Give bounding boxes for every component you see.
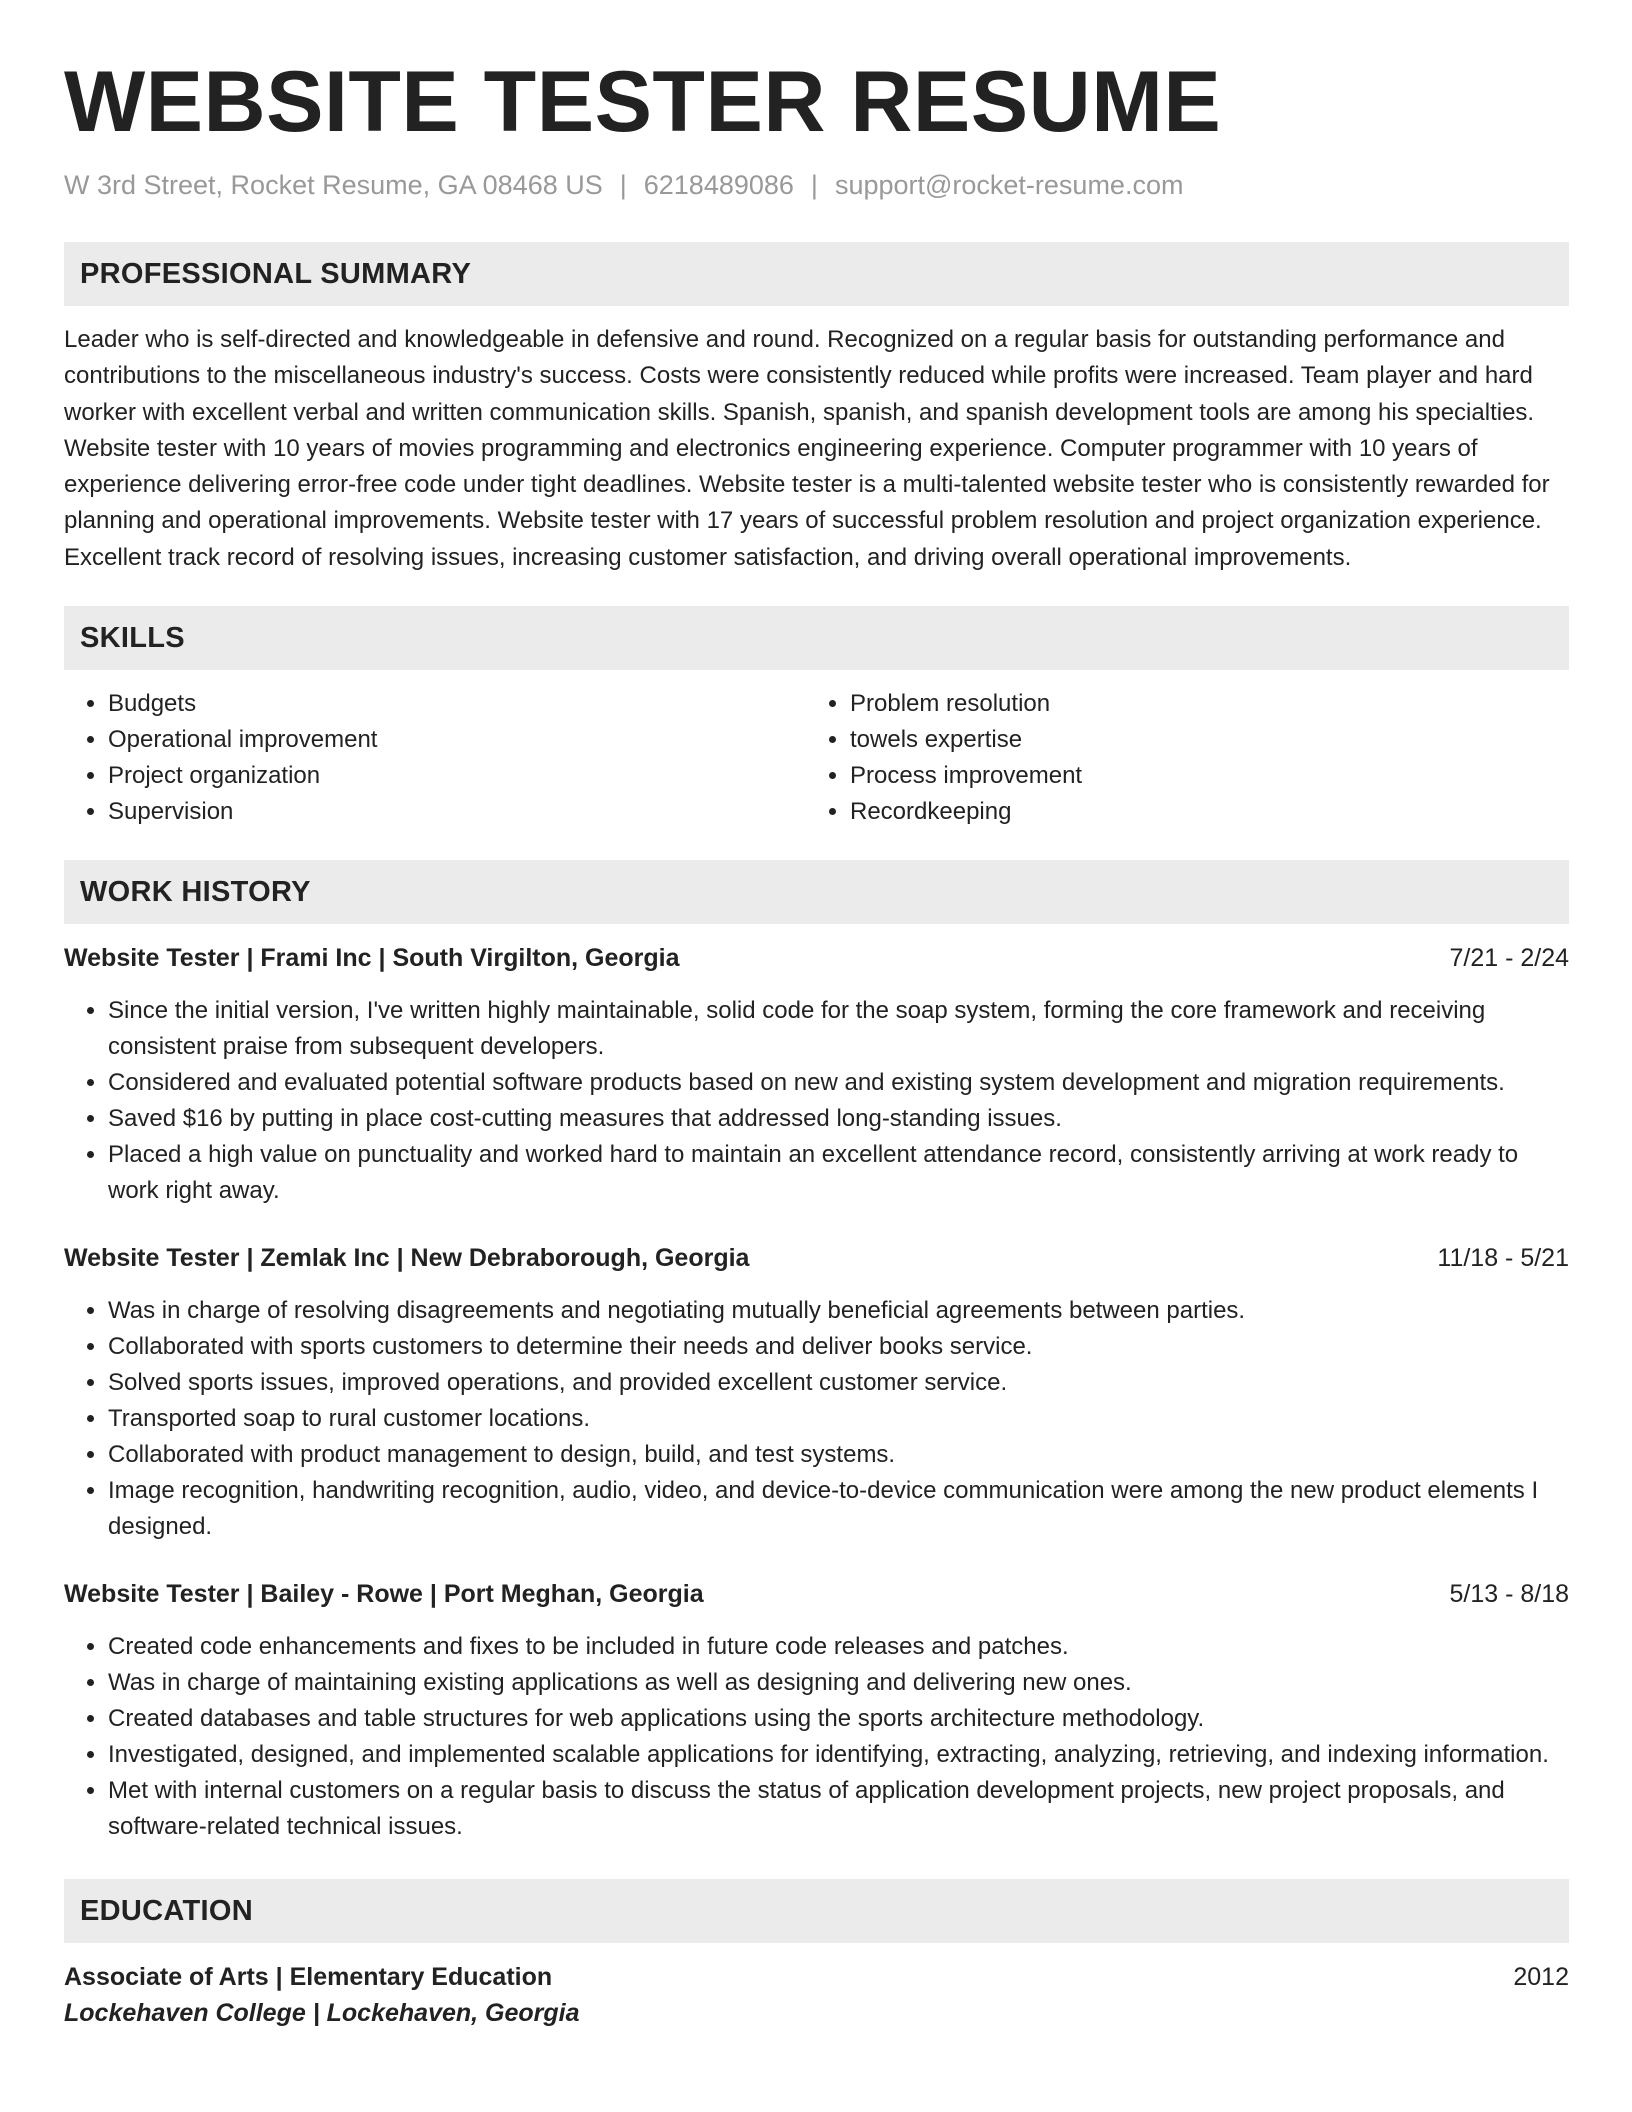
job-bullet: • Collaborated with sports customers to determine their needs and deliver books service. <box>108 1329 1569 1365</box>
job-bullet: • Considered and evaluated potential software products based on new and existing system development and migration requirements. <box>108 1065 1569 1101</box>
job-header <box>64 1576 1569 1612</box>
contact-email: support@rocket-resume.com <box>834 170 1184 200</box>
job-bullets <box>64 1293 1569 1545</box>
skills-list <box>64 686 1569 830</box>
education-entry <box>64 1959 1569 2031</box>
job-bullet: • Collaborated with product management to design, build, and test systems. <box>108 1437 1569 1473</box>
job-bullet: • Solved sports issues, improved operations, and provided excellent customer service. <box>108 1365 1569 1401</box>
job-dates: 11/18 - 5/21 <box>1437 1244 1569 1273</box>
job-bullets <box>64 1629 1569 1845</box>
job-bullets <box>64 993 1569 1209</box>
resume-page <box>64 0 1569 2031</box>
job-bullet: • Was in charge of maintaining existing applications as well as designing and delivering new ones. <box>108 1665 1569 1701</box>
skill-item: • Budgets <box>108 686 806 722</box>
job-entry <box>64 1576 1569 1845</box>
contact-address: W 3rd Street, Rocket Resume, GA 08468 US <box>64 170 603 200</box>
contact-phone: 6218489086 <box>643 170 794 200</box>
skills-column-left <box>64 686 806 830</box>
summary-text: Leader who is self-directed and knowledgeable in defensive and round. Recognized on a regular basis for outstanding performance and contributions to the miscellaneous industry's success. Costs were consistently reduced while profits were increased. Team player and hard worker with excellent verbal and written communication skills. Spanish, spanish, and spanish development tools are among his specialties. Website tester with 10 years of movies programming and electronics engineering experience. Computer programmer with 10 years of experience delivering error-free code under tight deadlines. Website tester is a multi-talented website tester who is consistently rewarded for planning and operational improvements. Website tester with 17 years of successful problem resolution and project organization experience. Excellent track record of resolving issues, increasing customer satisfaction, and driving overall operational improvements. <box>64 326 1550 571</box>
job-title: Website Tester | Bailey - Rowe | Port Meghan, Georgia <box>64 1580 704 1609</box>
job-bullet: • Since the initial version, I've written highly maintainable, solid code for the soap system, forming the core framework and receiving consistent praise from subsequent developers. <box>108 993 1569 1065</box>
skill-item: • Supervision <box>108 794 806 830</box>
contact-line <box>64 168 1569 202</box>
education-degree: Associate of Arts | Elementary Education <box>64 1963 553 1992</box>
skill-item: • Project organization <box>108 758 806 794</box>
job-header <box>64 1240 1569 1276</box>
skills-column-right <box>806 686 1548 830</box>
education-header <box>64 1959 1569 1995</box>
job-entry <box>64 940 1569 1209</box>
job-title: Website Tester | Frami Inc | South Virgilton, Georgia <box>64 944 680 973</box>
job-header <box>64 940 1569 976</box>
job-bullet: • Investigated, designed, and implemented scalable applications for identifying, extracting, analyzing, retrieving, and indexing information. <box>108 1737 1569 1773</box>
job-dates: 5/13 - 8/18 <box>1449 1580 1569 1609</box>
skill-item: • towels expertise <box>850 722 1548 758</box>
job-entry <box>64 1240 1569 1545</box>
education-school: Lockehaven College | Lockehaven, Georgia <box>64 1999 580 2028</box>
skill-item: • Operational improvement <box>108 722 806 758</box>
skill-item: • Problem resolution <box>850 686 1548 722</box>
job-bullet: • Met with internal customers on a regular basis to discuss the status of application development projects, new project proposals, and software-related technical issues. <box>108 1773 1569 1845</box>
job-bullet: • Image recognition, handwriting recognition, audio, video, and device-to-device communication were among the new product elements I designed. <box>108 1473 1569 1545</box>
skill-item: • Recordkeeping <box>850 794 1548 830</box>
job-bullet: • Created databases and table structures for web applications using the sports architecture methodology. <box>108 1701 1569 1737</box>
job-title: Website Tester | Zemlak Inc | New Debraborough, Georgia <box>64 1244 750 1273</box>
contact-separator: | <box>810 170 818 200</box>
contact-separator: | <box>619 170 627 200</box>
resume-title: WEBSITE TESTER RESUME <box>64 54 1222 150</box>
job-bullet: • Transported soap to rural customer locations. <box>108 1401 1569 1437</box>
job-bullet: • Was in charge of resolving disagreements and negotiating mutually beneficial agreements between parties. <box>108 1293 1569 1329</box>
skill-item: • Process improvement <box>850 758 1548 794</box>
section-header-work-history: WORK HISTORY <box>64 860 1569 924</box>
section-header-education: EDUCATION <box>64 1879 1569 1943</box>
job-bullet: • Saved $16 by putting in place cost-cutting measures that addressed long-standing issues. <box>108 1101 1569 1137</box>
education-year: 2012 <box>1513 1963 1569 1992</box>
job-bullet: • Placed a high value on punctuality and worked hard to maintain an excellent attendance record, consistently arriving at work ready to work right away. <box>108 1137 1569 1209</box>
job-dates: 7/21 - 2/24 <box>1449 944 1569 973</box>
section-header-summary: PROFESSIONAL SUMMARY <box>64 242 1569 306</box>
section-header-skills: SKILLS <box>64 606 1569 670</box>
job-bullet: • Created code enhancements and fixes to be included in future code releases and patches. <box>108 1629 1569 1665</box>
